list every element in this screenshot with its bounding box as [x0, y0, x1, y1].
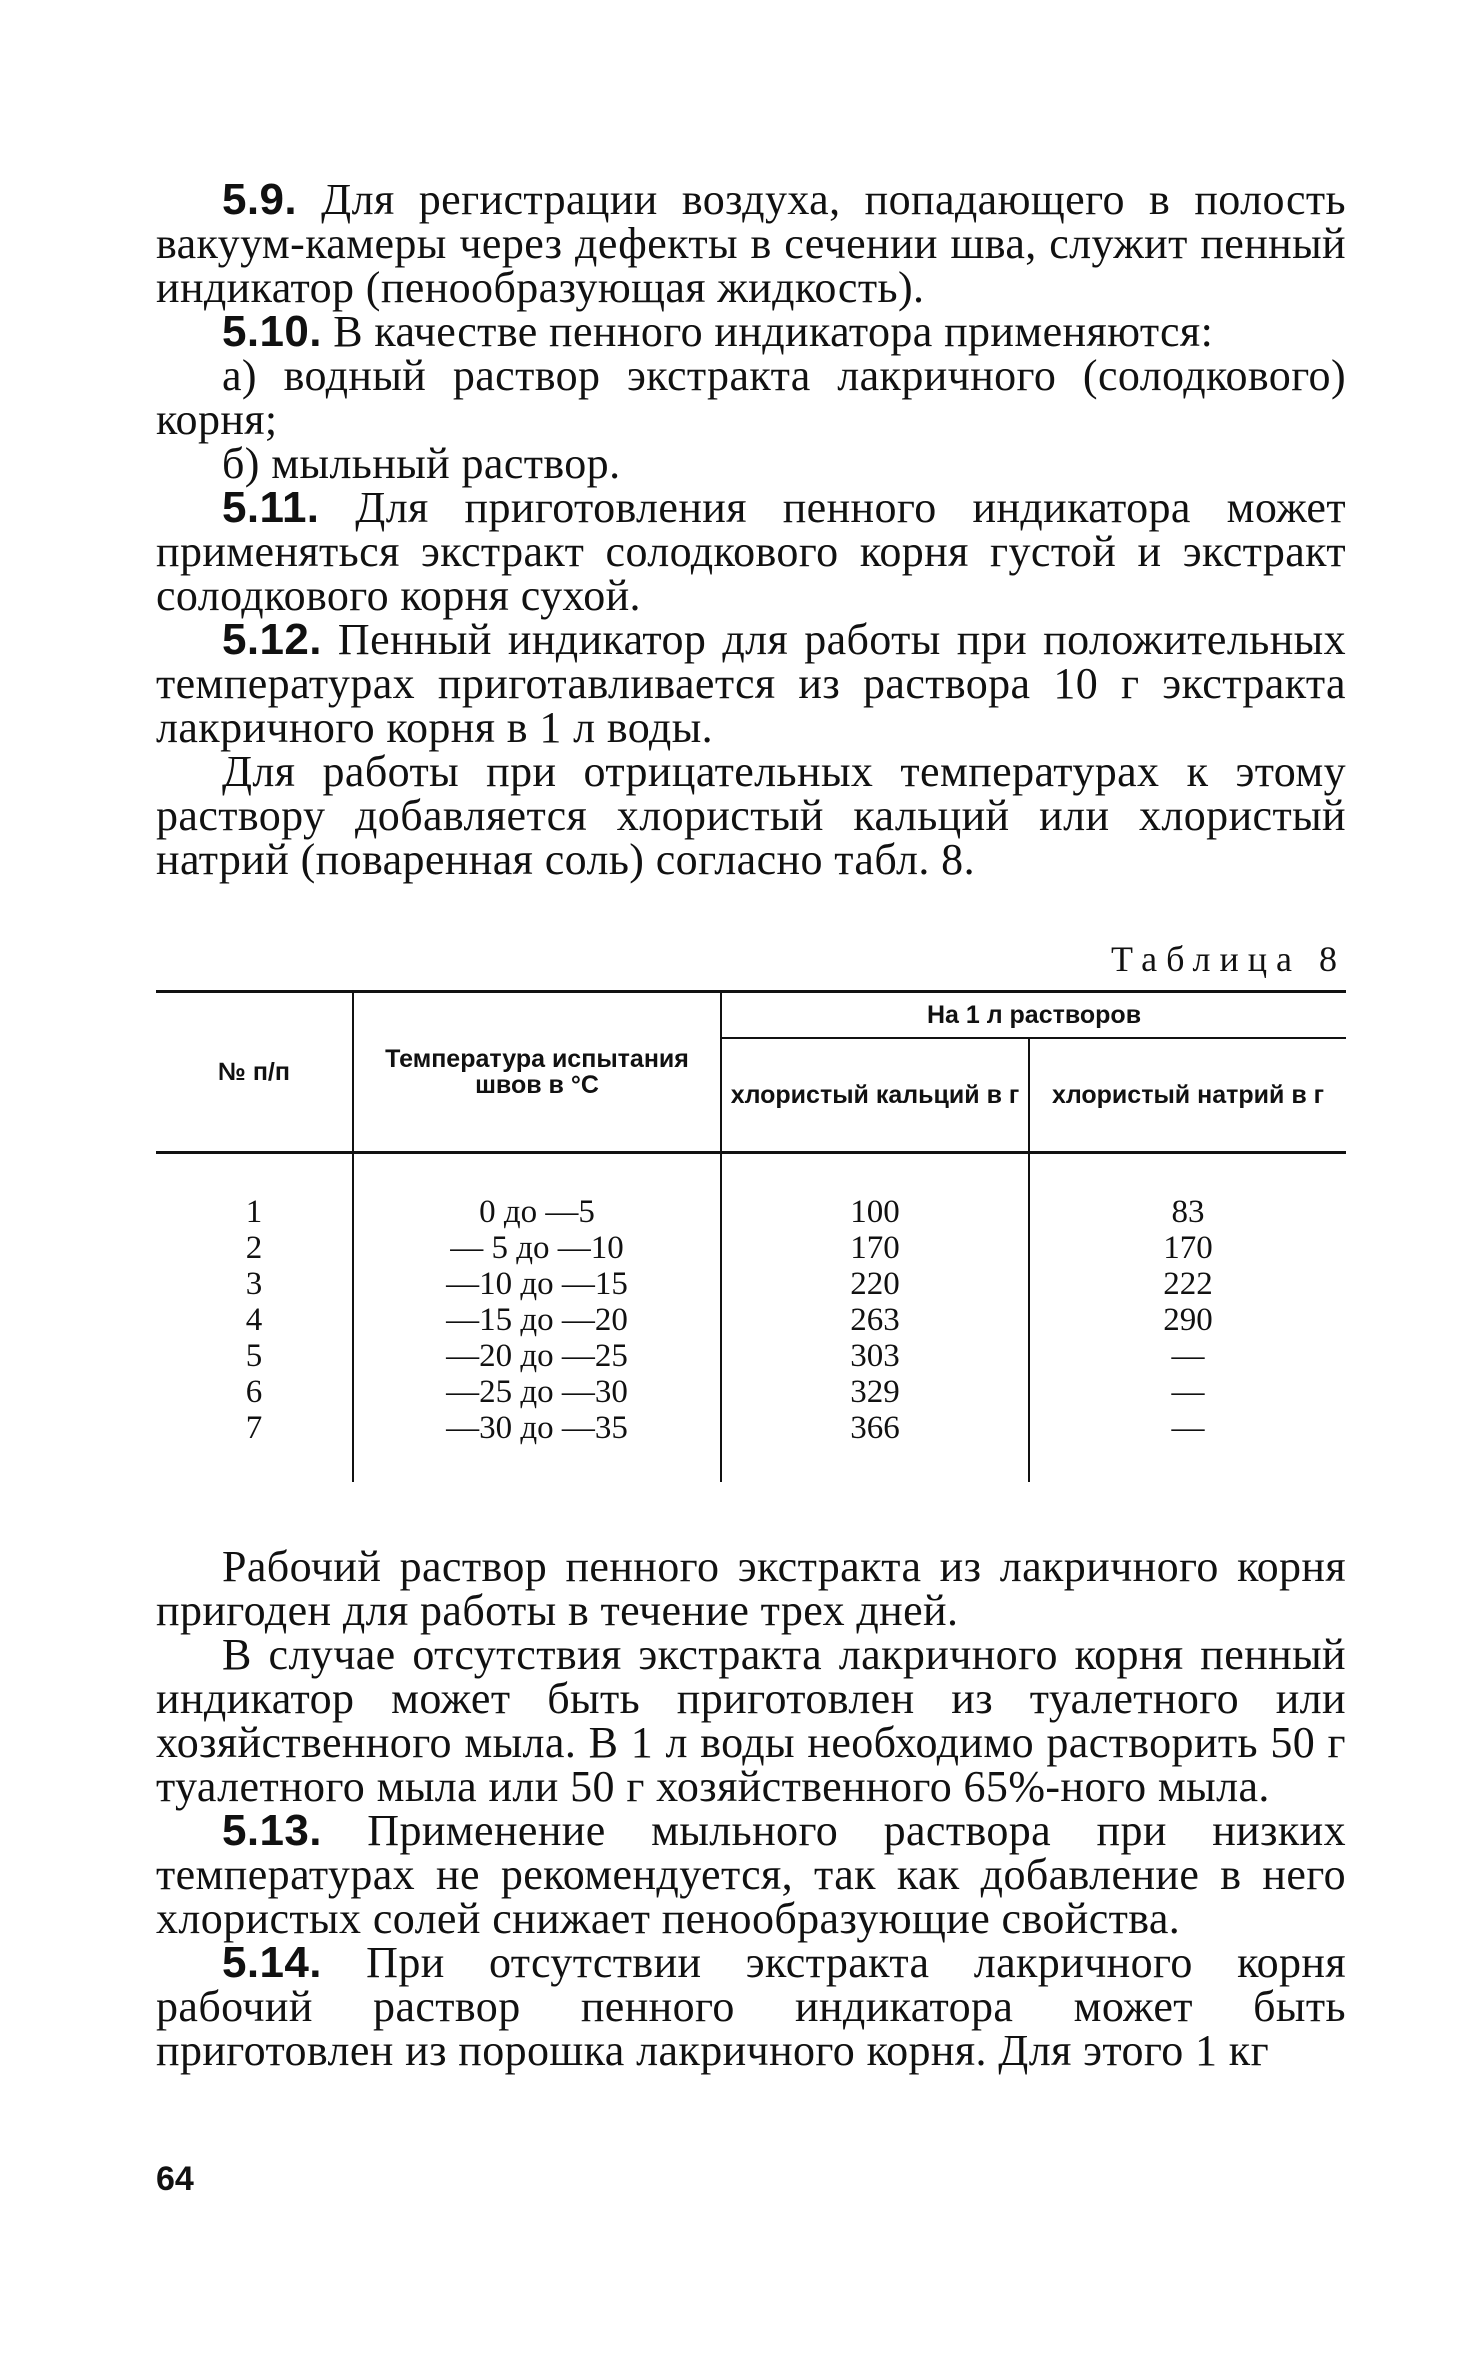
cell-temperature: 0 до —5 — [353, 1153, 721, 1231]
cell-sodium: 222 — [1029, 1266, 1346, 1302]
table-row — [156, 1410, 1346, 1482]
clause-number: 5.9. — [222, 175, 297, 224]
table-row — [156, 1338, 1346, 1374]
table-row — [156, 1153, 1346, 1231]
header-temperature: Температура испытания швов в °С — [353, 992, 721, 1153]
paragraph-5-12 — [156, 615, 1346, 752]
cell-number: 5 — [245, 1338, 263, 1374]
paragraph-text: При отсутствии экстракта лакричного корня рабочий раствор пенного индикатора может быть приготовлен из порошка лакричного корня. Для этого 1 кг — [156, 1938, 1346, 2075]
cell-calcium: 366 — [721, 1410, 1029, 1482]
header-calcium-chloride: хлористый кальций в г — [721, 1038, 1029, 1153]
paragraph-soap-alternative — [156, 1630, 1346, 1811]
paragraph-text: В случае отсутствия экстракта лакричного корня пенный индикатор может быть приготовлен из туалетного или хозяйственного мыла. В 1 л воды необходимо растворить 50 г туалетного мыла или 50 г хозяйственного 65%-ного мыла. — [156, 1630, 1346, 1811]
cell-number: 2 — [245, 1230, 263, 1266]
text-block-top — [156, 175, 1346, 884]
paragraph-text: Для работы при отрицательных температурах к этому раствору добавляется хлористый кальций или хлористый натрий (поваренная соль) согласно табл. 8. — [156, 747, 1346, 884]
cell-number: 7 — [245, 1410, 263, 1446]
table-row — [156, 1230, 1346, 1266]
cell-number: 6 — [245, 1374, 263, 1410]
header-row-number: № п/п — [218, 1058, 290, 1086]
paragraph-5-13 — [156, 1806, 1346, 1943]
table-8 — [156, 990, 1346, 1482]
clause-number: 5.14. — [222, 1938, 322, 1987]
text-block-bottom — [156, 1542, 1346, 2075]
paragraph-negative-temps — [156, 747, 1346, 884]
cell-temperature: —15 до —20 — [353, 1302, 721, 1338]
paragraph-text: Для регистрации воздуха, попадающего в полость вакуум-камеры через дефекты в сечении шва, служит пенный индикатор (пенообразующая жидкость). — [156, 175, 1346, 312]
cell-temperature: —10 до —15 — [353, 1266, 721, 1302]
cell-sodium: — — [1029, 1410, 1346, 1482]
cell-temperature: —30 до —35 — [353, 1410, 721, 1482]
cell-number: 4 — [245, 1302, 263, 1338]
paragraph-5-9 — [156, 175, 1346, 312]
paragraph-working-solution — [156, 1542, 1346, 1635]
clause-number: 5.12. — [222, 615, 322, 664]
clause-number: 5.11. — [222, 483, 320, 532]
cell-temperature: —20 до —25 — [353, 1338, 721, 1374]
cell-calcium: 329 — [721, 1374, 1029, 1410]
cell-temperature: —25 до —30 — [353, 1374, 721, 1410]
paragraph-text: В качестве пенного индикатора применяются: — [321, 307, 1214, 356]
clause-number: 5.10. — [222, 307, 322, 356]
paragraph-text: Применение мыльного раствора при низких температурах не рекомендуется, так как добавление в него хлористых солей снижает пенообразующие свойства. — [156, 1806, 1346, 1943]
cell-calcium: 220 — [721, 1266, 1029, 1302]
table-row — [156, 1302, 1346, 1338]
paragraph-text: б) мыльный раствор. — [222, 439, 621, 488]
paragraph-text: Пенный индикатор для работы при положительных температурах приготавливается из раствора 10 г экстракта лакричного корня в 1 л воды. — [156, 615, 1346, 752]
cell-sodium: — — [1029, 1338, 1346, 1374]
paragraph-5-10 — [156, 307, 1346, 356]
page-number: 64 — [156, 2160, 194, 2198]
cell-sodium: 170 — [1029, 1230, 1346, 1266]
clause-number: 5.13. — [222, 1806, 322, 1855]
paragraph-5-14 — [156, 1938, 1346, 2075]
cell-sodium: 290 — [1029, 1302, 1346, 1338]
cell-calcium: 100 — [721, 1153, 1029, 1231]
table-caption: Таблица 8 — [1111, 939, 1346, 979]
cell-number: 3 — [245, 1266, 263, 1302]
cell-number: 1 — [245, 1194, 263, 1230]
header-group-per-liter: На 1 л растворов — [721, 992, 1346, 1039]
cell-sodium: — — [1029, 1374, 1346, 1410]
table-row — [156, 1374, 1346, 1410]
paragraph-5-11 — [156, 483, 1346, 620]
paragraph-text: Рабочий раствор пенного экстракта из лакричного корня пригоден для работы в течение трех дней. — [156, 1542, 1346, 1635]
list-item-b — [156, 439, 1346, 488]
cell-temperature: — 5 до —10 — [353, 1230, 721, 1266]
table-row — [156, 1266, 1346, 1302]
cell-calcium: 170 — [721, 1230, 1029, 1266]
paragraph-text: Для приготовления пенного индикатора может применяться экстракт солодкового корня густой и экстракт солодкового корня сухой. — [156, 483, 1346, 620]
paragraph-text: а) водный раствор экстракта лакричного (солодкового) корня; — [156, 351, 1346, 444]
header-sodium-chloride: хлористый натрий в г — [1029, 1038, 1346, 1153]
cell-sodium: 83 — [1029, 1153, 1346, 1231]
list-item-a — [156, 351, 1346, 444]
cell-calcium: 303 — [721, 1338, 1029, 1374]
cell-calcium: 263 — [721, 1302, 1029, 1338]
